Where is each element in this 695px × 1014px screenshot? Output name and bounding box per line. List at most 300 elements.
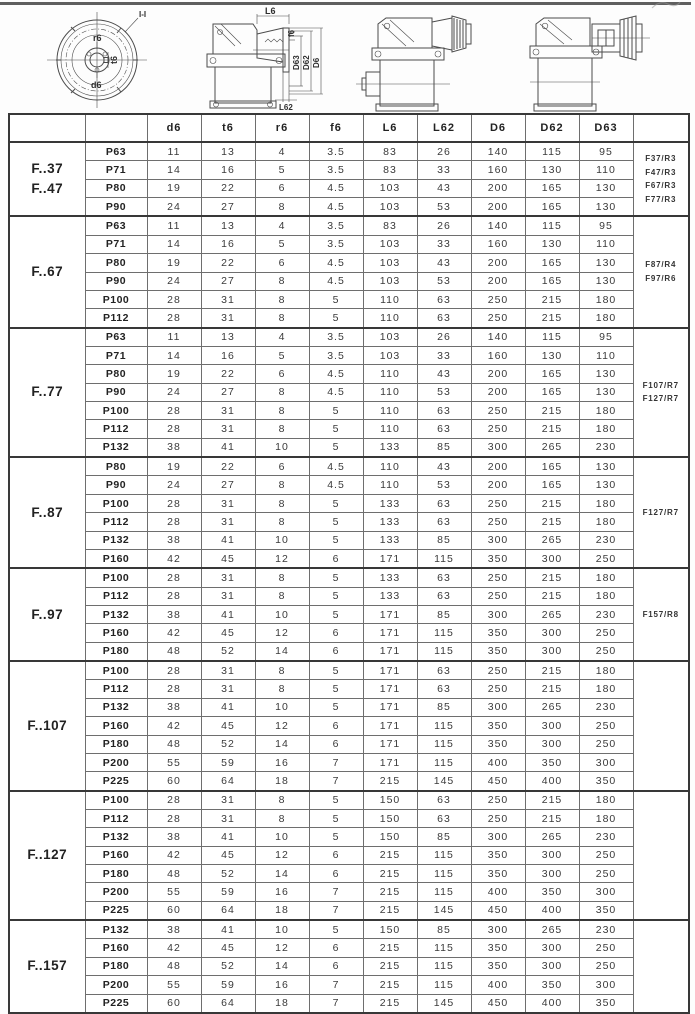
column-header: [633, 114, 689, 142]
dimension-value: 83: [363, 216, 417, 235]
dimension-value: 300: [525, 957, 579, 975]
dimension-value: 110: [363, 309, 417, 328]
dimension-value: 130: [579, 476, 633, 494]
dimension-value: 180: [579, 402, 633, 420]
dimension-value: 7: [309, 772, 363, 791]
dimension-value: 110: [363, 420, 417, 438]
dimension-value: 63: [417, 661, 471, 680]
dimension-value: 350: [471, 717, 525, 735]
dimension-value: 110: [363, 290, 417, 308]
dimension-value: 27: [201, 198, 255, 217]
dimension-value: 250: [471, 809, 525, 827]
table-row: [9, 179, 689, 197]
dimension-value: 4: [255, 216, 309, 235]
dimension-value: 150: [363, 809, 417, 827]
dimension-value: 250: [579, 957, 633, 975]
dimension-value: 11: [147, 216, 201, 235]
dimension-value: 63: [417, 513, 471, 531]
table-row: [9, 901, 689, 920]
dimension-value: 215: [363, 846, 417, 864]
table-row: [9, 846, 689, 864]
dimension-value: 200: [471, 179, 525, 197]
dimension-value: 6: [309, 735, 363, 753]
dimension-value: 171: [363, 753, 417, 771]
dimension-value: 300: [525, 865, 579, 883]
motor-size-label: P180: [85, 865, 147, 883]
dimension-value: 230: [579, 605, 633, 623]
dimension-value: 250: [471, 494, 525, 512]
dimension-value: 350: [471, 846, 525, 864]
motor-size-label: P132: [85, 605, 147, 623]
dimension-value: 250: [471, 661, 525, 680]
dimension-value: 171: [363, 605, 417, 623]
dimension-value: 150: [363, 920, 417, 939]
dimension-value: 150: [363, 828, 417, 846]
dimension-value: 85: [417, 605, 471, 623]
dimension-value: 250: [579, 717, 633, 735]
dimension-value: 7: [309, 994, 363, 1013]
dimension-value: 165: [525, 272, 579, 290]
dimension-value: 130: [525, 235, 579, 253]
dimension-value: 12: [255, 624, 309, 642]
dimension-value: 10: [255, 828, 309, 846]
dimension-value: 27: [201, 272, 255, 290]
gearbox-group-label: F..77: [9, 328, 85, 458]
table-row: [9, 828, 689, 846]
motor-size-label: P100: [85, 568, 147, 587]
dimension-value: 5: [309, 402, 363, 420]
dimension-value: 250: [579, 939, 633, 957]
dimension-value: 130: [525, 346, 579, 364]
technical-drawings: [0, 6, 695, 112]
dimension-value: 265: [525, 438, 579, 457]
dimension-value: 180: [579, 680, 633, 698]
dimension-value: 130: [579, 254, 633, 272]
dimension-value: 28: [147, 494, 201, 512]
dimension-value: 133: [363, 531, 417, 549]
dimension-value: 59: [201, 883, 255, 901]
dimension-value: 43: [417, 365, 471, 383]
dimension-value: 450: [471, 994, 525, 1013]
dimension-value: 6: [309, 957, 363, 975]
dimension-value: 230: [579, 698, 633, 716]
combination-label: F157/R8: [633, 568, 689, 661]
motor-size-label: P90: [85, 383, 147, 401]
dimension-value: 250: [579, 735, 633, 753]
dimension-value: 13: [201, 216, 255, 235]
column-header: r6: [255, 114, 309, 142]
dimension-value: 27: [201, 476, 255, 494]
combination-label: F127/R7: [633, 457, 689, 568]
dimension-value: 140: [471, 216, 525, 235]
motor-size-label: P132: [85, 920, 147, 939]
dimension-value: 4.5: [309, 457, 363, 476]
table-row: [9, 865, 689, 883]
table-row: [9, 254, 689, 272]
dimension-value: 110: [579, 235, 633, 253]
dimension-value: 10: [255, 605, 309, 623]
dimension-value: 350: [471, 865, 525, 883]
motor-size-label: P112: [85, 309, 147, 328]
dimension-value: 41: [201, 438, 255, 457]
dimension-value: 31: [201, 568, 255, 587]
dimension-value: 4.5: [309, 476, 363, 494]
dimension-value: 400: [525, 772, 579, 791]
dimension-value: 171: [363, 717, 417, 735]
dimension-value: 10: [255, 920, 309, 939]
dimension-value: 8: [255, 791, 309, 810]
dimension-value: 24: [147, 383, 201, 401]
motor-size-label: P112: [85, 513, 147, 531]
dimension-value: 265: [525, 828, 579, 846]
dimension-value: 31: [201, 791, 255, 810]
dimension-value: 215: [363, 976, 417, 994]
table-row: [9, 587, 689, 605]
dimension-value: 180: [579, 420, 633, 438]
dimension-value: 8: [255, 198, 309, 217]
dimension-value: 3.5: [309, 328, 363, 347]
motor-size-label: P225: [85, 772, 147, 791]
gearbox-group-label: F..107: [9, 661, 85, 791]
dimension-value: 250: [579, 624, 633, 642]
dimension-value: 42: [147, 717, 201, 735]
gearbox-group-label: F..97: [9, 568, 85, 661]
dimension-value: 160: [471, 235, 525, 253]
dimension-table: [8, 113, 690, 1014]
dimension-value: 215: [363, 901, 417, 920]
motor-size-label: P100: [85, 402, 147, 420]
motor-size-label: P200: [85, 976, 147, 994]
dimension-value: 300: [579, 976, 633, 994]
dimension-value: 31: [201, 420, 255, 438]
dimension-value: 63: [417, 791, 471, 810]
dimension-value: 22: [201, 365, 255, 383]
motor-size-label: P71: [85, 235, 147, 253]
dimension-value: 45: [201, 846, 255, 864]
dimension-value: 215: [525, 809, 579, 827]
table-row: [9, 735, 689, 753]
dimension-value: 6: [255, 179, 309, 197]
motor-size-label: P160: [85, 846, 147, 864]
dimension-value: 300: [579, 753, 633, 771]
dimension-value: 115: [417, 939, 471, 957]
dimension-value: 28: [147, 309, 201, 328]
dimension-value: 60: [147, 994, 201, 1013]
dimension-value: 180: [579, 791, 633, 810]
motor-size-label: P90: [85, 476, 147, 494]
dimension-value: 5: [309, 309, 363, 328]
dimension-value: 42: [147, 846, 201, 864]
motor-size-label: P132: [85, 828, 147, 846]
motor-size-label: P112: [85, 587, 147, 605]
dimension-value: 110: [363, 383, 417, 401]
motor-size-label: P200: [85, 883, 147, 901]
dimension-value: 145: [417, 994, 471, 1013]
column-header: f6: [309, 114, 363, 142]
dimension-value: 63: [417, 568, 471, 587]
dimension-value: 5: [309, 680, 363, 698]
dimension-value: 19: [147, 457, 201, 476]
dimension-value: 31: [201, 309, 255, 328]
dimension-value: 145: [417, 901, 471, 920]
dimension-value: 180: [579, 513, 633, 531]
table-row: [9, 309, 689, 328]
dimension-value: 5: [309, 420, 363, 438]
dimension-value: 180: [579, 309, 633, 328]
dimension-value: 8: [255, 568, 309, 587]
dimension-value: 14: [255, 865, 309, 883]
dimension-value: 18: [255, 994, 309, 1013]
dimension-value: 4.5: [309, 179, 363, 197]
motor-size-label: P132: [85, 438, 147, 457]
dimension-value: 85: [417, 438, 471, 457]
dimension-value: 26: [417, 328, 471, 347]
table-row: [9, 142, 689, 161]
motor-size-label: P80: [85, 254, 147, 272]
dimension-value: 230: [579, 828, 633, 846]
dimension-value: 5: [309, 531, 363, 549]
dimension-value: 63: [417, 402, 471, 420]
dimension-value: 14: [147, 161, 201, 179]
motor-size-label: P160: [85, 624, 147, 642]
dimension-value: 5: [309, 438, 363, 457]
motor-size-label: P71: [85, 161, 147, 179]
table-row: [9, 494, 689, 512]
dimension-value: 63: [417, 680, 471, 698]
dimension-value: 64: [201, 994, 255, 1013]
column-header: D6: [471, 114, 525, 142]
motor-size-label: P100: [85, 791, 147, 810]
dimension-value: 6: [255, 365, 309, 383]
table-row: [9, 698, 689, 716]
table-row: [9, 402, 689, 420]
dimension-value: 5: [309, 661, 363, 680]
gearbox-group-label: F..67: [9, 216, 85, 327]
dimension-value: 6: [309, 624, 363, 642]
dimension-value: 140: [471, 142, 525, 161]
table-row: [9, 513, 689, 531]
dim-label-L6: L6: [265, 6, 276, 16]
dimension-value: 171: [363, 624, 417, 642]
dimension-value: 171: [363, 642, 417, 661]
gearbox-group-label: F..37 F..47: [9, 142, 85, 216]
table-row: [9, 383, 689, 401]
dimension-value: 52: [201, 735, 255, 753]
dimension-value: 48: [147, 642, 201, 661]
dimension-value: 215: [525, 309, 579, 328]
dimension-value: 103: [363, 235, 417, 253]
dimension-value: 83: [363, 142, 417, 161]
motor-size-label: P112: [85, 809, 147, 827]
dimension-value: 45: [201, 624, 255, 642]
motor-size-label: P63: [85, 328, 147, 347]
dimension-value: 180: [579, 568, 633, 587]
column-header: t6: [201, 114, 255, 142]
dimension-value: 53: [417, 198, 471, 217]
dimension-value: 45: [201, 939, 255, 957]
dimension-value: 41: [201, 605, 255, 623]
dimension-value: 27: [201, 383, 255, 401]
dimension-value: 3.5: [309, 216, 363, 235]
dimension-value: 38: [147, 698, 201, 716]
dimension-value: 38: [147, 438, 201, 457]
dimension-value: 110: [363, 476, 417, 494]
column-header: D62: [525, 114, 579, 142]
table-row: [9, 791, 689, 810]
dimension-value: 28: [147, 513, 201, 531]
motor-size-label: P100: [85, 661, 147, 680]
dimension-value: 14: [255, 735, 309, 753]
dimension-value: 215: [363, 994, 417, 1013]
dimension-value: 350: [579, 994, 633, 1013]
dimension-value: 115: [417, 976, 471, 994]
dimension-value: 5: [309, 920, 363, 939]
column-header: D63: [579, 114, 633, 142]
dimension-value: 55: [147, 753, 201, 771]
motor-size-label: P100: [85, 290, 147, 308]
dimension-value: 200: [471, 383, 525, 401]
dimension-value: 110: [363, 402, 417, 420]
gearbox-group-label: F..87: [9, 457, 85, 568]
dimension-value: 6: [309, 549, 363, 568]
dimension-value: 103: [363, 198, 417, 217]
table-row: [9, 661, 689, 680]
dimension-value: 180: [579, 809, 633, 827]
dimension-value: 5: [309, 587, 363, 605]
dimension-value: 115: [417, 865, 471, 883]
dimension-value: 28: [147, 402, 201, 420]
dimension-value: 200: [471, 272, 525, 290]
dimension-value: 43: [417, 179, 471, 197]
dimension-value: 350: [579, 901, 633, 920]
dimension-value: 350: [471, 957, 525, 975]
dimension-value: 16: [201, 161, 255, 179]
dimension-value: 215: [525, 791, 579, 810]
dimension-value: 6: [309, 939, 363, 957]
dimension-value: 85: [417, 698, 471, 716]
dimension-value: 85: [417, 828, 471, 846]
dimension-value: 16: [255, 753, 309, 771]
dimension-value: 6: [309, 717, 363, 735]
dimension-value: 165: [525, 254, 579, 272]
table-row: [9, 365, 689, 383]
dimension-value: 5: [309, 698, 363, 716]
dimension-value: 3.5: [309, 346, 363, 364]
dimension-value: 63: [417, 587, 471, 605]
flange-front-view-drawing: [47, 10, 147, 108]
dimension-value: 8: [255, 272, 309, 290]
dimension-value: 22: [201, 457, 255, 476]
dimension-value: 19: [147, 179, 201, 197]
dimension-value: 38: [147, 920, 201, 939]
motor-size-label: P225: [85, 901, 147, 920]
dimension-value: 150: [363, 791, 417, 810]
dimension-value: 350: [471, 735, 525, 753]
dimension-value: 28: [147, 568, 201, 587]
dimension-value: 38: [147, 828, 201, 846]
dimension-value: 55: [147, 883, 201, 901]
dimension-value: 14: [147, 346, 201, 364]
dimension-value: 215: [363, 883, 417, 901]
dimension-value: 12: [255, 939, 309, 957]
dimension-value: 33: [417, 235, 471, 253]
dimension-value: 165: [525, 457, 579, 476]
dimension-value: 133: [363, 568, 417, 587]
dimension-value: 41: [201, 698, 255, 716]
motor-size-label: P100: [85, 494, 147, 512]
combination-label: F37/R3 F47/R3 F67/R3 F77/R3: [633, 142, 689, 216]
dimension-value: 95: [579, 328, 633, 347]
dimension-value: 16: [201, 346, 255, 364]
dimension-value: 5: [309, 494, 363, 512]
dimension-value: 5: [309, 605, 363, 623]
motor-size-label: P180: [85, 735, 147, 753]
table-row: [9, 568, 689, 587]
dim-label-D6: D6: [312, 57, 321, 68]
table-header-row: [9, 114, 689, 142]
dimension-value: 171: [363, 698, 417, 716]
motor-size-label: P80: [85, 179, 147, 197]
dimension-value: 8: [255, 290, 309, 308]
dimension-value: 28: [147, 680, 201, 698]
dimension-value: 41: [201, 531, 255, 549]
dimension-value: 19: [147, 365, 201, 383]
dim-label-t6: t6: [109, 55, 119, 64]
dimension-value: 300: [525, 846, 579, 864]
dimension-value: 13: [201, 328, 255, 347]
dim-label-D62: D62: [302, 55, 311, 70]
dimension-value: 250: [471, 568, 525, 587]
dimension-value: 130: [525, 161, 579, 179]
table-row: [9, 290, 689, 308]
dimension-value: 180: [579, 661, 633, 680]
dimension-value: 8: [255, 809, 309, 827]
dimension-value: 215: [363, 939, 417, 957]
dimension-value: 180: [579, 494, 633, 512]
dimension-value: 165: [525, 476, 579, 494]
dimension-value: 165: [525, 198, 579, 217]
table-row: [9, 717, 689, 735]
gearbox-group-label: F..127: [9, 791, 85, 921]
table-row: [9, 216, 689, 235]
dimension-value: 165: [525, 365, 579, 383]
dimension-value: 6: [309, 865, 363, 883]
table-row: [9, 753, 689, 771]
dimension-value: 8: [255, 680, 309, 698]
dimension-value: 31: [201, 513, 255, 531]
dimension-value: 215: [525, 290, 579, 308]
dimension-value: 19: [147, 254, 201, 272]
dimension-value: 400: [471, 753, 525, 771]
dimension-value: 450: [471, 901, 525, 920]
dimension-value: 165: [525, 383, 579, 401]
motor-size-label: P160: [85, 549, 147, 568]
dimension-value: 115: [417, 957, 471, 975]
dimension-value: 5: [309, 290, 363, 308]
motor-size-label: P180: [85, 642, 147, 661]
dimension-value: 171: [363, 661, 417, 680]
dimension-value: 133: [363, 513, 417, 531]
combination-label: F87/R4 F97/R6: [633, 216, 689, 327]
dimension-value: 14: [147, 235, 201, 253]
dimension-value: 400: [471, 883, 525, 901]
dimension-value: 26: [417, 142, 471, 161]
dimension-value: 130: [579, 365, 633, 383]
gearmotor-drawing-1: [356, 16, 471, 111]
dimension-value: 265: [525, 605, 579, 623]
dimension-value: 300: [471, 531, 525, 549]
dimension-value: 250: [579, 865, 633, 883]
